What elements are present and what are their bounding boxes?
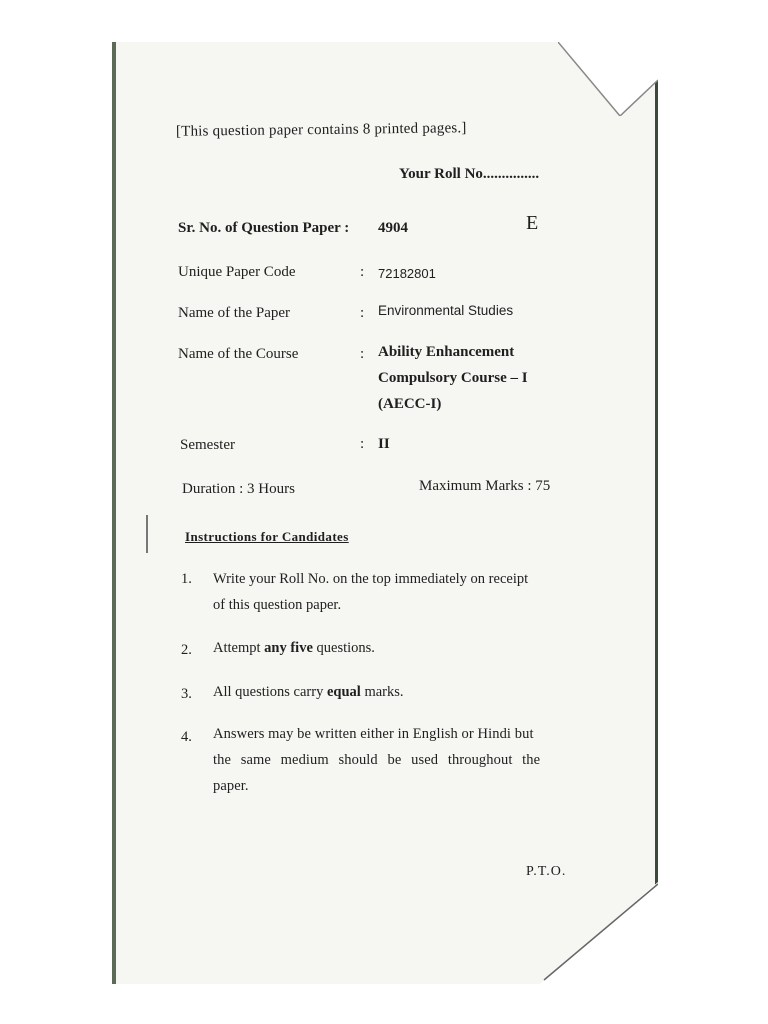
instruction-3-post: marks. xyxy=(360,684,404,700)
semester-label: Semester xyxy=(180,437,235,453)
instruction-2-post: questions. xyxy=(312,640,375,656)
folded-corner-bottom xyxy=(540,882,658,984)
please-turn-over: P.T.O. xyxy=(526,864,567,879)
instruction-2-bold: any five xyxy=(264,640,313,656)
page-edge-shadow xyxy=(655,42,658,984)
instruction-number: 1. xyxy=(181,571,192,587)
instruction-1-line-1: Write your Roll No. on the top immediately on receipt xyxy=(213,571,529,587)
page-count-note: [This question paper contains 8 printed pages.] xyxy=(175,120,467,140)
course-name-line-1: Ability Enhancement xyxy=(378,344,515,360)
instruction-3-bold: equal xyxy=(326,684,361,700)
instruction-3-pre: All questions carry xyxy=(213,684,327,700)
course-name-line-2: Compulsory Course – I xyxy=(378,370,528,386)
paper-set-letter: E xyxy=(526,212,539,234)
instruction-number: 4. xyxy=(181,729,192,745)
unique-paper-code-value: 72182801 xyxy=(378,266,436,281)
instruction-4-line-2: the same medium should be used throughout the xyxy=(213,752,541,768)
colon: : xyxy=(360,346,365,362)
roll-number-field: Your Roll No............... xyxy=(399,166,540,182)
question-paper-page xyxy=(112,42,658,984)
margin-mark xyxy=(146,515,156,553)
unique-paper-code-label: Unique Paper Code xyxy=(178,264,296,280)
instruction-1 xyxy=(213,566,528,618)
paper-name-label: Name of the Paper xyxy=(178,305,291,321)
colon: : xyxy=(360,436,365,452)
duration: Duration : 3 Hours xyxy=(182,481,295,497)
instruction-2-pre: Attempt xyxy=(213,640,265,656)
maximum-marks: Maximum Marks : 75 xyxy=(419,478,551,494)
sr-no-label: Sr. No. of Question Paper : xyxy=(178,220,350,236)
course-name-label: Name of the Course xyxy=(178,346,299,362)
instruction-number: 3. xyxy=(181,686,192,702)
instruction-1-line-2: of this question paper. xyxy=(213,597,342,613)
instruction-3 xyxy=(213,679,404,705)
folded-corner-top xyxy=(558,42,658,116)
paper-name-value: Environmental Studies xyxy=(378,303,514,318)
colon: : xyxy=(360,305,365,321)
sr-no-value: 4904 xyxy=(378,220,408,236)
instructions-title: Instructions for Candidates xyxy=(185,529,349,544)
colon: : xyxy=(360,264,365,280)
instruction-number: 2. xyxy=(181,642,192,658)
semester-value: II xyxy=(378,436,390,452)
instruction-4-line-1: Answers may be written either in English or Hindi but xyxy=(213,726,534,742)
course-name-line-3: (AECC-I) xyxy=(378,396,442,412)
instruction-4 xyxy=(213,721,540,799)
instruction-4-line-3: paper. xyxy=(213,778,249,794)
instruction-2 xyxy=(213,635,375,661)
